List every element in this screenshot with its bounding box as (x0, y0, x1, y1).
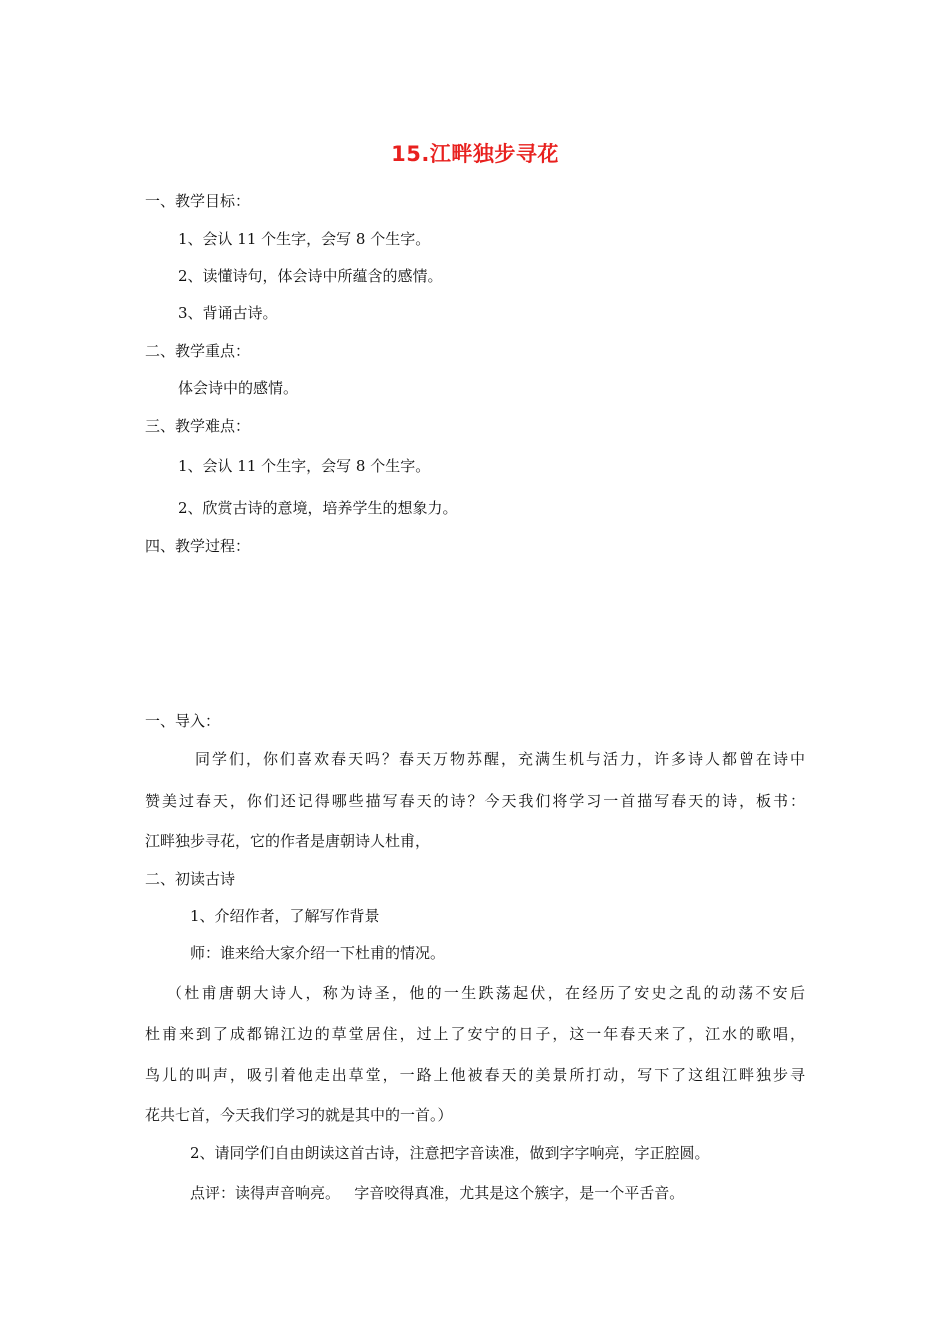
key-point-text: 体会诗中的感情。 (178, 379, 299, 397)
intro-paragraph-line: 赞美过春天，你们还记得哪些描写春天的诗？今天我们将学习一首描写春天的诗，板书： (145, 792, 805, 810)
process-heading: 四、教学过程： (145, 537, 251, 555)
step-item: 2、请同学们自由朗读这首古诗，注意把字音读准，做到字字响亮，字正腔圆。 (190, 1144, 710, 1162)
objective-item: 3、背诵古诗。 (178, 304, 278, 322)
comment-line: 点评：读得声音响亮。 字音咬得真准，尤其是这个簇字，是一个平舌音。 (190, 1184, 685, 1202)
difficulty-item: 1、会认 11 个生字，会写 8 个生字。 (178, 457, 431, 475)
intro-paragraph-line: 江畔独步寻花，它的作者是唐朝诗人杜甫， (145, 832, 431, 850)
difficulty-heading: 三、教学难点： (145, 417, 251, 435)
first-reading-heading: 二、初读古诗 (145, 870, 236, 888)
author-bio-line: （杜甫唐朝大诗人，称为诗圣，他的一生跌荡起伏，在经历了安史之乱的动荡不安后 (167, 984, 805, 1002)
teacher-line: 师：谁来给大家介绍一下杜甫的情况。 (190, 944, 446, 962)
intro-paragraph-line: 同学们，你们喜欢春天吗？春天万物苏醒，充满生机与活力，许多诗人都曾在诗中 (195, 750, 805, 768)
difficulty-item: 2、欣赏古诗的意境，培养学生的想象力。 (178, 499, 458, 517)
objective-item: 2、读懂诗句，体会诗中所蕴含的感情。 (178, 267, 443, 285)
key-point-heading: 二、教学重点： (145, 342, 251, 360)
author-bio-line: 花共七首，今天我们学习的就是其中的一首。） (145, 1106, 453, 1124)
document-title: 15.江畔独步寻花 (391, 142, 559, 166)
objectives-heading: 一、教学目标： (145, 192, 251, 210)
author-bio-line: 杜甫来到了成都锦江边的草堂居住，过上了安宁的日子，这一年春天来了，江水的歌唱， (145, 1025, 805, 1043)
intro-heading: 一、导入： (145, 712, 221, 730)
author-bio-line: 鸟儿的叫声，吸引着他走出草堂，一路上他被春天的美景所打动，写下了这组江畔独步寻 (145, 1066, 805, 1084)
objective-item: 1、会认 11 个生字，会写 8 个生字。 (178, 230, 431, 248)
step-item: 1、介绍作者，了解写作背景 (190, 907, 380, 925)
